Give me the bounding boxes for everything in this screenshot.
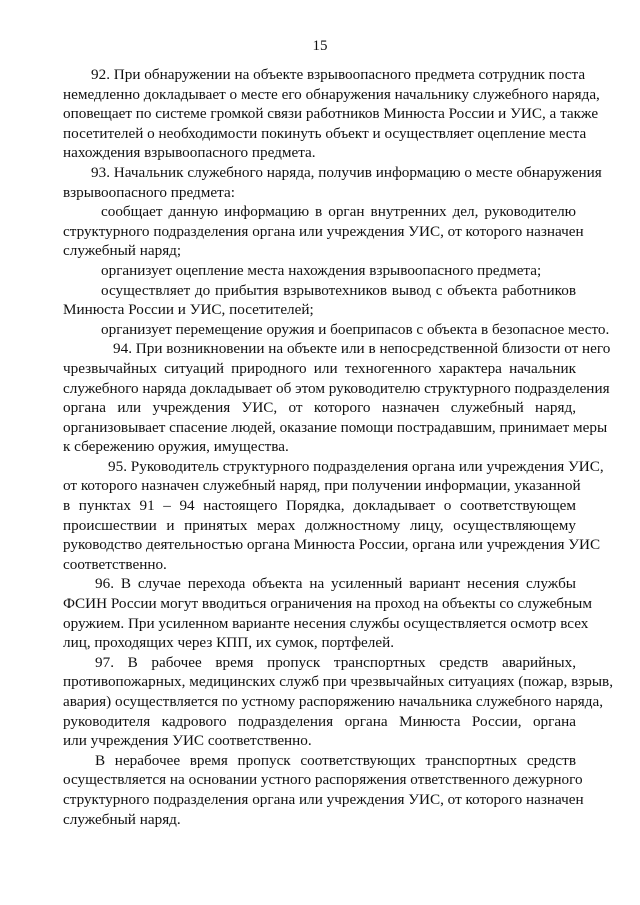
text-line: происшествии и принятых мерах должностному лицу, осуществляющему (63, 516, 576, 534)
text-line: в пунктах 91 – 94 настоящего Порядка, докладывает о соответствующем (63, 497, 576, 515)
text-line: или учреждения УИС соответственно. (63, 732, 312, 750)
text-line: 95. Руководитель структурного подразделения органа или учреждения УИС, (108, 457, 604, 475)
text-line: руководителя кадрового подразделения органа Минюста России, органа (63, 712, 576, 730)
text-line: немедленно докладывает о месте его обнаружения начальнику служебного наряда, (63, 85, 600, 103)
text-line: руководство деятельностью органа Минюста России, органа или учреждения УИС (63, 536, 601, 554)
text-line: осуществляет до прибытия взрывотехников вывод с объекта работников (101, 281, 576, 299)
text-line: осуществляется на основании устного распоряжения ответственного дежурного (63, 771, 583, 789)
paragraph (63, 65, 600, 163)
text-line: организует перемещение оружия и боеприпасов с объекта в безопасное место. (101, 320, 610, 338)
paragraph (63, 653, 614, 751)
paragraph (63, 457, 604, 575)
text-line: организовывает спасение людей, оказание помощи пострадавшим, принимает меры (63, 418, 608, 436)
text-line: Минюста России и УИС, посетителей; (63, 301, 314, 319)
text-line: 93. Начальник служебного наряда, получив информацию о месте обнаружения (91, 163, 602, 181)
text-line: структурного подразделения органа или учреждения УИС, от которого назначен (63, 222, 584, 240)
paragraph (63, 163, 602, 202)
paragraph (63, 751, 584, 829)
text-line: к сбережению оружия, имущества. (63, 438, 289, 456)
paragraph (63, 261, 576, 281)
document-body (63, 65, 614, 829)
text-line: от которого назначен служебный наряд, при получении информации, указанной (63, 477, 581, 495)
text-line: служебного наряда докладывает об этом руководителю структурного подразделения (63, 379, 610, 397)
text-line: противопожарных, медицинских служб при чрезвычайных ситуациях (пожар, взрыв, (63, 673, 614, 691)
text-line: структурного подразделения органа или учреждения УИС, от которого назначен (63, 790, 584, 808)
text-line: служебный наряд; (63, 242, 182, 260)
text-line: взрывоопасного предмета: (63, 183, 235, 201)
paragraph (63, 202, 584, 261)
paragraph (63, 339, 611, 457)
page-number: 15 (312, 38, 328, 54)
text-line: 96. В случае перехода объекта на усиленный вариант несения службы (95, 575, 576, 593)
text-line: оружием. При усиленном варианте несения службы осуществляется осмотр всех (63, 614, 589, 632)
text-line: ФСИН России могут вводиться ограничения на проход на объекты со служебным (63, 595, 592, 613)
paragraph (63, 320, 610, 340)
text-line: 97. В рабочее время пропуск транспортных средств аварийных, (95, 653, 576, 671)
paragraph (63, 574, 592, 652)
text-line: нахождения взрывоопасного предмета. (63, 144, 316, 162)
text-line: В нерабочее время пропуск соответствующих транспортных средств (95, 751, 576, 769)
text-line: лиц, проходящих через КПП, их сумок, портфелей. (63, 634, 395, 652)
text-line: 94. При возникновении на объекте или в непосредственной близости от него (113, 340, 611, 358)
text-line: органа или учреждения УИС, от которого назначен служебный наряд, (63, 399, 576, 417)
text-line: соответственно. (63, 555, 167, 573)
text-line: 92. При обнаружении на объекте взрывоопасного предмета сотрудник поста (91, 66, 586, 83)
text-line: чрезвычайных ситуаций природного или техногенного характера начальник (63, 359, 576, 377)
text-line: служебный наряд. (63, 810, 181, 828)
text-line: сообщает данную информацию в орган внутренних дел, руководителю (101, 203, 576, 221)
paragraph (63, 281, 576, 320)
text-line: авария) осуществляется по устному распоряжению начальника служебного наряда, (63, 693, 604, 710)
text-line: оповещает по системе громкой связи работников Минюста России и УИС, а также (63, 105, 599, 123)
text-line: организует оцепление места нахождения взрывоопасного предмета; (101, 261, 542, 279)
text-line: посетителей о необходимости покинуть объект и осуществляет оцепление места (63, 124, 587, 142)
